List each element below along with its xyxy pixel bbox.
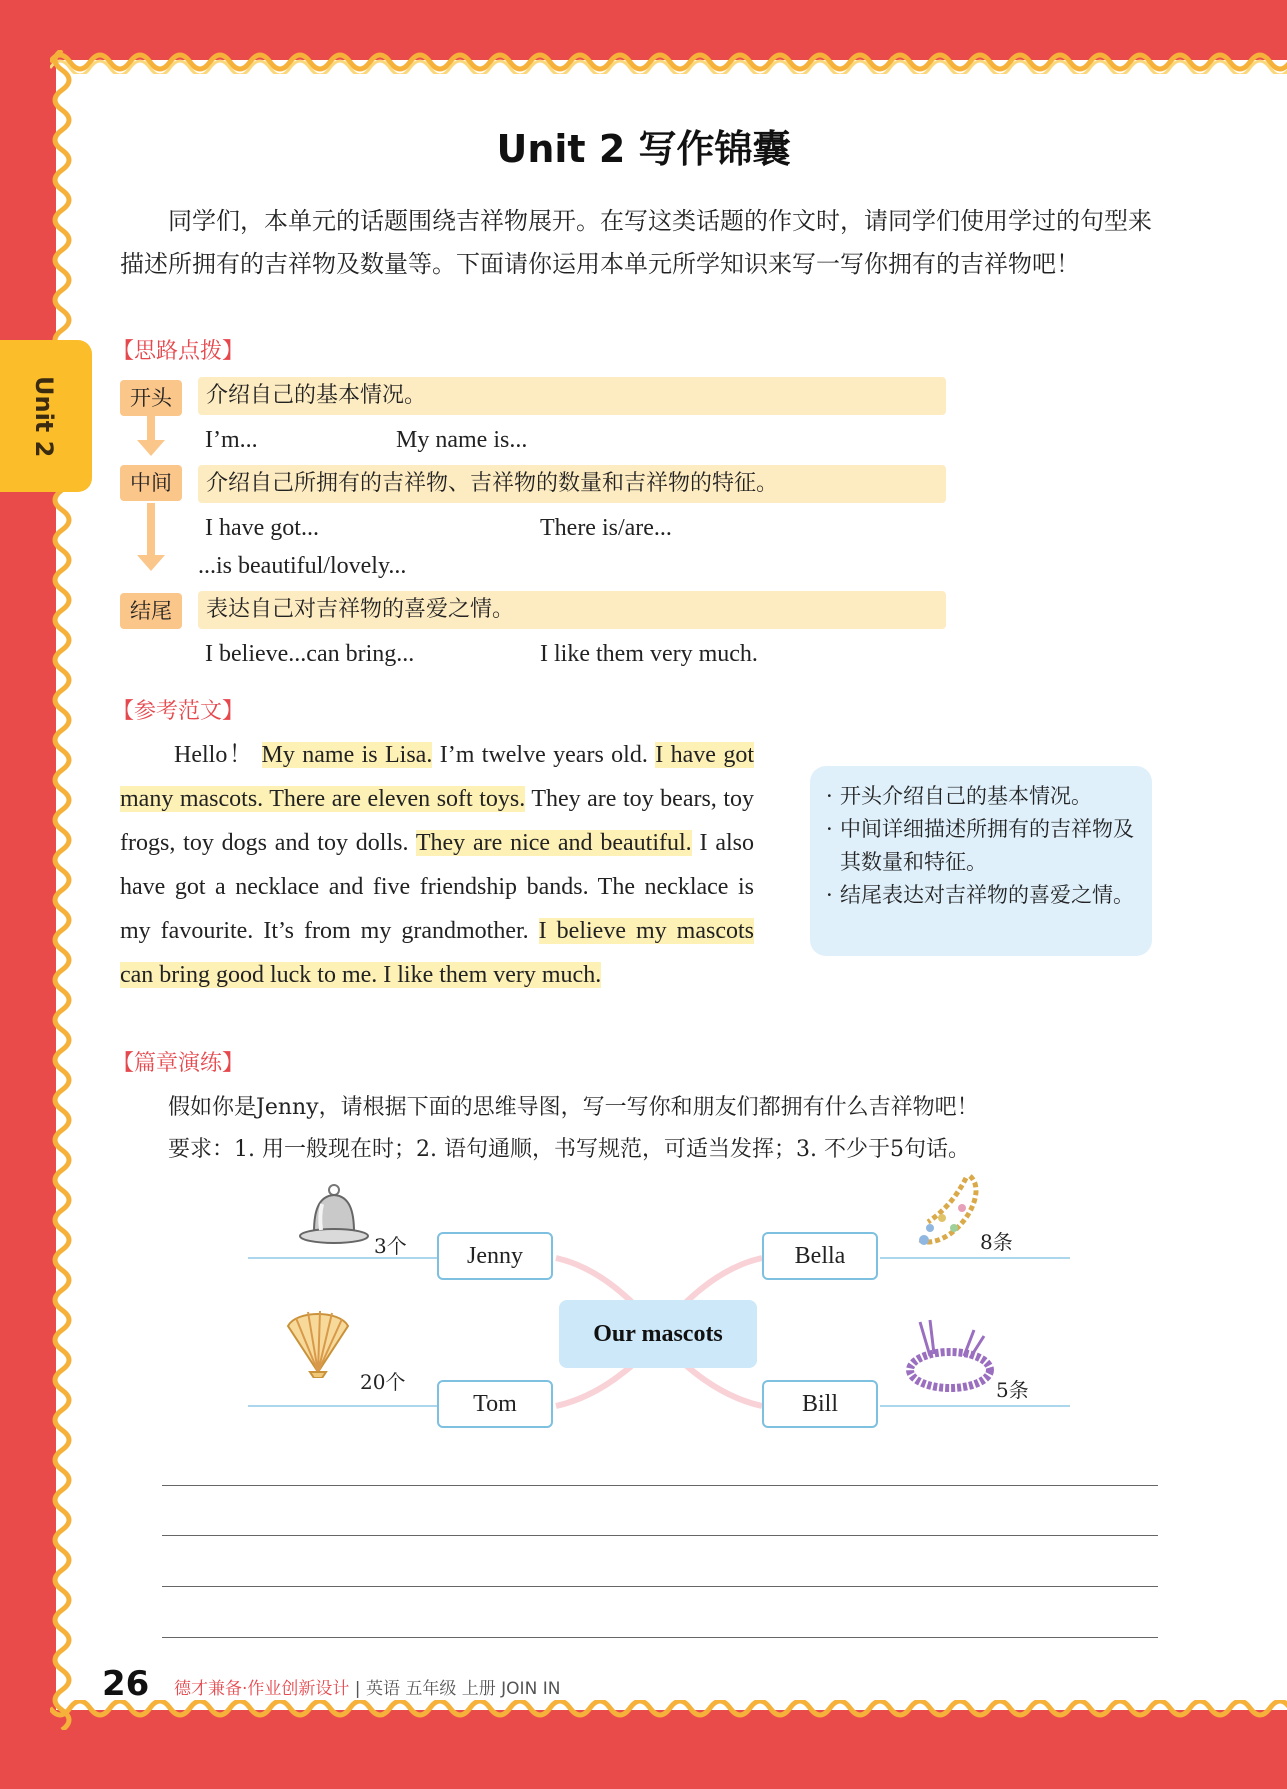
intro-paragraph: 同学们，本单元的话题围绕吉祥物展开。在写这类话题的作文时，请同学们使用学过的句型来描述所拥有的吉祥物及数量等。下面请你运用本单元所学知识来写一写你拥有的吉祥物吧！ [120,207,1152,278]
tip-item: · 中间详细描述所拥有的吉祥物及其数量和特征。 [826,813,1138,879]
section-label-practice: 【篇章演练】 [112,1051,245,1076]
tip-item: · 开头介绍自己的基本情况。 [826,780,1138,813]
writing-line[interactable] [162,1637,1158,1638]
bell-icon [296,1182,372,1250]
mind-map-center: Our mascots [559,1300,757,1368]
mind-map [0,1170,1287,1430]
task-instruction: 假如你是Jenny，请根据下面的思维导图，写一写你和朋友们都拥有什么吉祥物吧！ [168,1095,979,1120]
step-desc-middle: 介绍自己所拥有的吉祥物、吉祥物的数量和吉祥物的特征。 [198,465,946,503]
essay-text: I also have got a necklace and five friendship bands. The necklace is my favourite. It’s from my grandmother. [120,830,754,944]
necklace-icon [910,1170,986,1252]
sample-essay [120,733,754,997]
node-tom: Tom [437,1380,553,1428]
section-label-sample: 【参考范文】 [112,699,245,724]
essay-highlight: They are nice and beautiful. [415,830,692,856]
node-bella: Bella [762,1232,878,1280]
friendship-band-icon [904,1316,996,1400]
writing-line[interactable] [162,1535,1158,1536]
tip-text: 开头介绍自己的基本情况。 [840,784,1092,808]
writing-line[interactable] [162,1485,1158,1486]
essay-text: They are toy bears, toy frogs, toy dogs and toy dolls. [120,786,754,856]
flow-arrow-icon [137,440,165,456]
tip-text: 结尾表达对吉祥物的喜爱之情。 [840,883,1134,907]
phrase-like-them: I like them very much. [540,641,758,667]
essay-highlight: My name is Lisa. [261,742,433,768]
essay-text: I’m twelve years old. [432,742,656,768]
phrase-have-got: I have got... [205,515,319,541]
phrase-my-name: My name is... [396,427,528,453]
phrase-is-beautiful: ...is beautiful/lovely... [198,553,407,579]
footer-series-name: 德才兼备·作业创新设计 [174,1679,350,1699]
flow-arrow-line [147,503,155,557]
step-desc-ending: 表达自己对吉祥物的喜爱之情。 [198,591,946,629]
node-bill: Bill [762,1380,878,1428]
count-bill: 5条 [996,1378,1029,1402]
count-jenny: 3个 [374,1234,407,1258]
step-desc-opening: 介绍自己的基本情况。 [198,377,946,415]
tip-item: · 结尾表达对吉祥物的喜爱之情。 [826,879,1138,912]
unit-side-tab [0,340,92,492]
essay-highlight: I have got many mascots. There are eleven soft toys. [120,742,755,812]
page-number: 26 [102,1664,150,1704]
essay-highlight: I believe my mascots can bring good luck to me. I like them very much. [120,918,754,988]
step-tag-opening: 开头 [120,380,182,416]
phrase-there-is: There is/are... [540,515,672,541]
footer-series: 德才兼备·作业创新设计 | 英语 五年级 上册 JOIN IN [174,1679,561,1699]
unit-tab-label: Unit 2 [30,376,58,458]
tip-text: 中间详细描述所拥有的吉祥物及其数量和特征。 [840,817,1134,874]
shell-icon [282,1302,354,1378]
step-tag-middle: 中间 [120,465,182,501]
task-requirements: 要求：1. 用一般现在时；2. 语句通顺，书写规范，可适当发挥；3. 不少于5句话。 [168,1137,970,1162]
footer-subject: 英语 五年级 上册 JOIN IN [365,1679,561,1699]
flow-arrow-icon [137,555,165,571]
step-tag-ending: 结尾 [120,593,182,629]
count-tom: 20个 [360,1370,406,1394]
phrase-im: I’m... [205,427,258,453]
essay-text: Hello！ [174,742,262,768]
node-jenny: Jenny [437,1232,553,1280]
page-title: Unit 2 写作锦囊 [496,127,791,171]
flow-arrow-line [147,416,155,442]
writing-line[interactable] [162,1586,1158,1587]
phrase-believe: I believe...can bring... [205,641,415,667]
count-bella: 8条 [980,1230,1013,1254]
tip-box [810,766,1152,956]
section-label-thinking: 【思路点拨】 [112,339,245,364]
